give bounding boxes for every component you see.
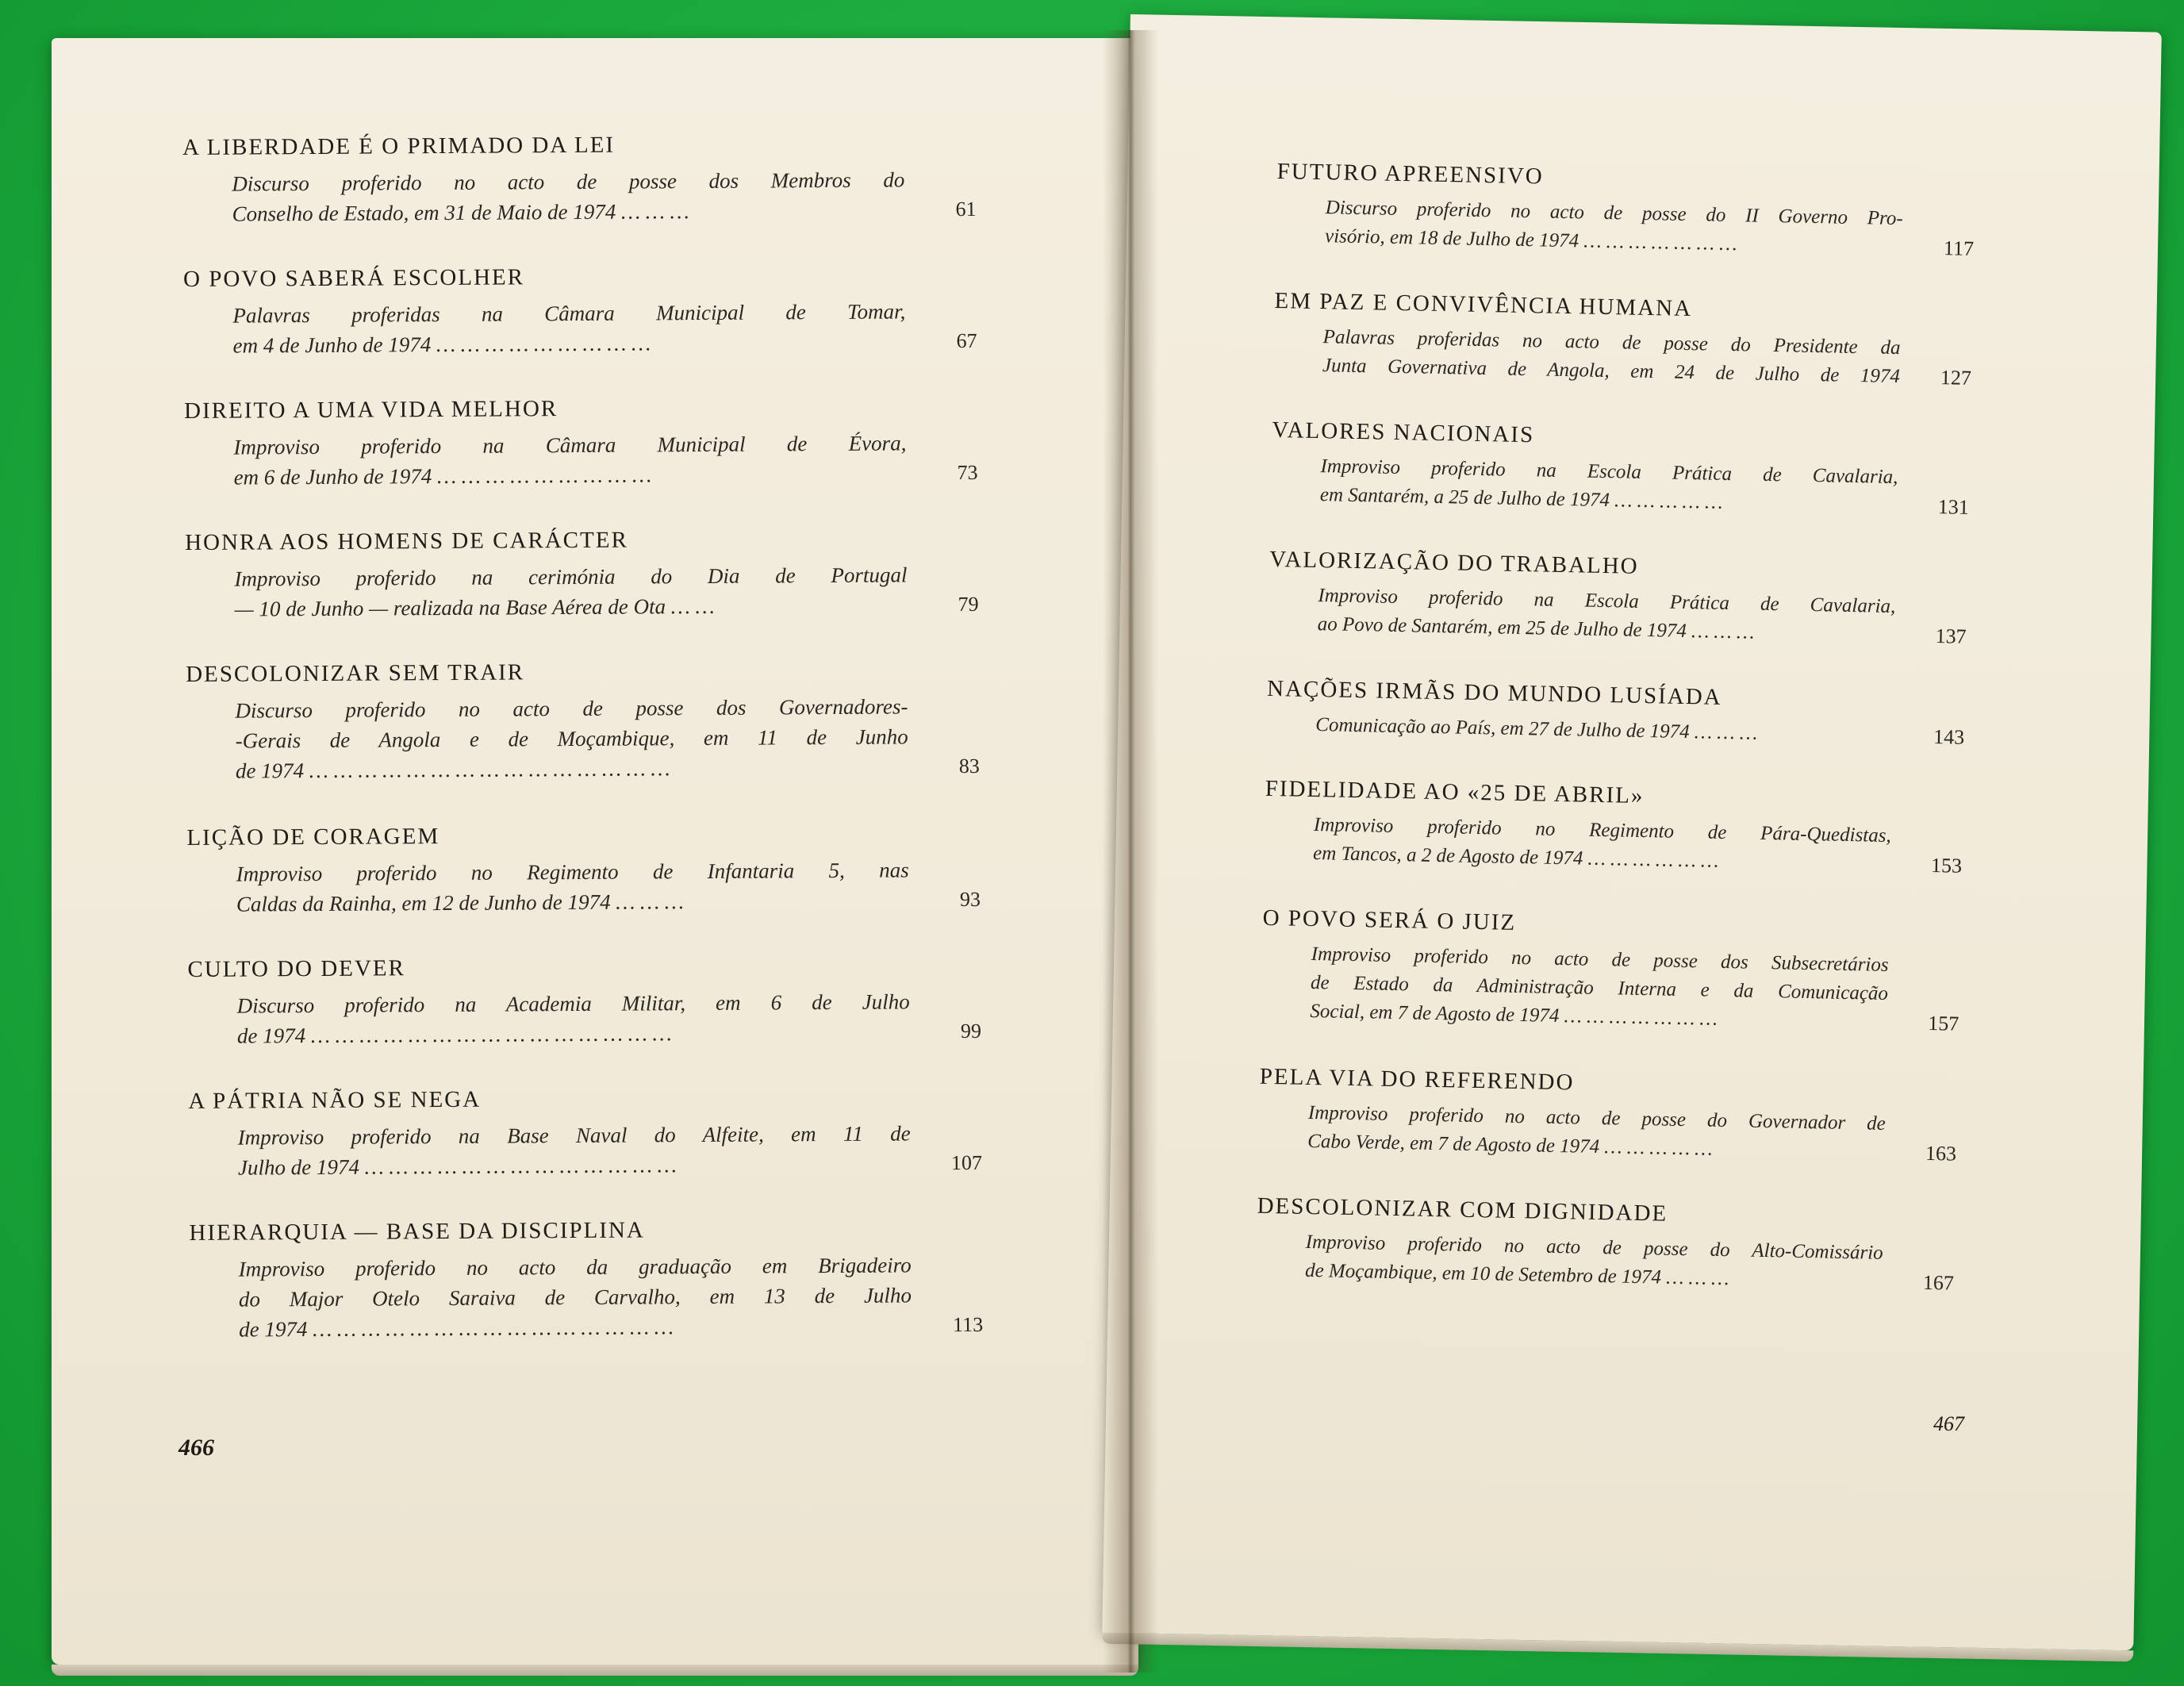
toc-entry — [1268, 547, 1967, 659]
page-number: 127 — [1940, 366, 1972, 390]
desc-line: em 6 de Junho de 1974 … … … … … … … … … — [233, 463, 652, 490]
page-number: 107 — [950, 1150, 983, 1175]
entry-title: CULTO DO DEVER — [187, 955, 406, 982]
page-number: 67 — [956, 328, 977, 353]
page-number: 73 — [957, 460, 978, 485]
toc-entry — [1264, 776, 1963, 889]
desc-line: do Major Otelo Saraiva de Carvalho, em 13 de Julho — [238, 1283, 912, 1312]
entry-title: VALORIZAÇÃO DO TRABALHO — [1269, 546, 1639, 579]
page-number: 79 — [958, 592, 979, 616]
entry-title: DIREITO A UMA VIDA MELHOR — [184, 396, 558, 424]
page-number: 167 — [1922, 1270, 1955, 1295]
desc-line: Social, em 7 de Agosto de 1974 … … … … … … … — [1310, 1000, 1718, 1030]
desc-line: em 4 de Junho de 1974 … … … … … … … … … — [232, 331, 651, 358]
desc-line: Improviso proferido na Escola Prática de Cavalaria, — [1320, 455, 1898, 489]
entry-description — [1313, 811, 1963, 881]
entry-description — [233, 428, 977, 493]
toc-entry — [1272, 288, 1972, 401]
page-number: 137 — [1935, 624, 1967, 648]
entry-title: LIÇÃO DE CORAGEM — [186, 824, 440, 851]
desc-line: de Estado da Administração Interna e da Comunicação — [1310, 972, 1889, 1004]
desc-line: de 1974 … … … … … … … … … … … … … … … — [235, 756, 670, 783]
desc-line: de Moçambique, em 10 de Setembro de 1974 … … … — [1304, 1259, 1729, 1290]
desc-line: Discurso proferido no acto de posse dos Governadores- — [235, 694, 908, 723]
desc-line: Improviso proferido na Escola Prática de Cavalaria, — [1318, 585, 1896, 618]
entry-description — [1317, 582, 1967, 651]
entry-description — [1305, 1228, 1955, 1298]
entry-title: A PÁTRIA NÃO SE NEGA — [188, 1086, 482, 1114]
entry-description — [232, 164, 976, 229]
desc-line: Palavras proferidas na Câmara Municipal de Tomar, — [232, 299, 906, 328]
entry-description — [234, 559, 978, 624]
entry-title: FUTURO APREENSIVO — [1276, 159, 1545, 190]
desc-line: Cabo Verde, em 7 de Agosto de 1974 … … … … … — [1307, 1130, 1713, 1160]
toc-entry — [182, 130, 977, 236]
desc-line: Caldas da Rainha, em 12 de Junho de 1974 … … … — [236, 889, 684, 916]
desc-line: Improviso proferido na cerimónia do Dia de Portugal — [234, 563, 908, 591]
desc-line: Julho de 1974 … … … … … … … … … … … … … — [237, 1153, 677, 1180]
desc-line: em Santarém, a 25 de Julho de 1974 … … … … … — [1319, 484, 1723, 513]
toc-entry — [1266, 676, 1966, 759]
desc-line: ao Povo de Santarém, em 25 de Julho de 1974 … … … — [1317, 613, 1755, 643]
left-toc — [182, 130, 984, 1384]
desc-line: Improviso proferido na Base Naval do Alfeite, em 11 de — [237, 1121, 911, 1150]
page-number: 61 — [955, 197, 977, 221]
entry-description — [1307, 1099, 1957, 1169]
entry-description — [239, 1250, 984, 1345]
entry-description — [1310, 940, 1960, 1039]
desc-line: Junta Governativa de Angola, em 24 de Julho de 1974 — [1322, 355, 1901, 388]
desc-line: Improviso proferido no acto de posse dos Subsecretários — [1311, 943, 1889, 976]
desc-line: Conselho de Estado, em 31 de Maio de 1974 … … … — [232, 199, 689, 226]
page-number: 93 — [959, 887, 981, 912]
toc-entry — [188, 1084, 982, 1190]
entry-title: DESCOLONIZAR COM DIGNIDADE — [1257, 1192, 1668, 1227]
desc-line: Discurso proferido no acto de posse do II Governo Pro- — [1325, 197, 1903, 230]
toc-entry — [1261, 905, 1961, 1047]
entry-title: NAÇÕES IRMÃS DO MUNDO LUSÍADA — [1266, 675, 1722, 710]
desc-line: Comunicação ao País, em 27 de Julho de 1974 … … … — [1315, 714, 1758, 744]
entry-title: O POVO SABERÁ ESCOLHER — [183, 264, 525, 292]
entry-title: A LIBERDADE É O PRIMADO DA LEI — [182, 132, 616, 160]
desc-line: Improviso proferido na Câmara Municipal de Évora, — [233, 431, 907, 459]
desc-line: Palavras proferidas no acto de posse do Presidente da — [1322, 326, 1901, 359]
toc-entry — [185, 525, 979, 632]
toc-entry — [1256, 1193, 1956, 1306]
desc-line: Discurso proferido na Academia Militar, em 6 de Julho — [236, 989, 910, 1018]
desc-line: Improviso proferido no acto de posse do Alto-Comissário — [1305, 1231, 1883, 1264]
entry-description — [235, 691, 980, 786]
toc-entry — [1270, 417, 1970, 530]
page-number: 153 — [1930, 853, 1963, 878]
entry-description — [237, 986, 981, 1051]
entry-description — [1325, 194, 1975, 263]
page-number: 163 — [1925, 1141, 1957, 1166]
entry-description — [1322, 323, 1972, 393]
desc-line: Improviso proferido no acto da graduação em Brigadeiro — [238, 1253, 912, 1281]
page-number: 117 — [1943, 236, 1975, 260]
toc-entry — [189, 1216, 983, 1354]
entry-title: VALORES NACIONAIS — [1272, 417, 1535, 448]
page-number: 131 — [1937, 495, 1970, 519]
toc-entry — [1258, 1064, 1958, 1177]
entry-title: DESCOLONIZAR SEM TRAIR — [186, 659, 525, 687]
desc-line: em Tancos, a 2 de Agosto de 1974 … … … … … … — [1312, 843, 1719, 872]
entry-title: O POVO SERÁ O JUIZ — [1262, 904, 1517, 935]
folio-right: 467 — [1933, 1412, 1964, 1435]
folio-left: 466 — [178, 1434, 214, 1461]
page-number: 83 — [958, 754, 980, 778]
desc-line: Improviso proferido no acto de posse do Governador de — [1307, 1101, 1887, 1135]
desc-line: Improviso proferido no Regimento de Pára-Quedistas, — [1313, 814, 1892, 847]
entry-description — [1315, 711, 1965, 752]
entry-description — [236, 855, 981, 920]
page-number: 99 — [960, 1019, 982, 1043]
entry-title: PELA VIA DO REFERENDO — [1259, 1063, 1575, 1096]
entry-description — [238, 1118, 982, 1183]
entry-title: HIERARQUIA — BASE DA DISCIPLINA — [189, 1217, 645, 1246]
desc-line: -Gerais de Angola e de Moçambique, em 11 de Junho — [235, 724, 908, 753]
entry-title: FIDELIDADE AO «25 DE ABRIL» — [1265, 775, 1645, 809]
page-number: 113 — [953, 1312, 984, 1337]
right-page-edge — [1102, 1633, 2133, 1662]
desc-line: visório, em 18 de Julho de 1974 … … … … … … … — [1324, 225, 1737, 255]
desc-line: de 1974 … … … … … … … … … … … … … … … — [239, 1315, 674, 1342]
entry-description — [1320, 452, 1970, 522]
entry-title: EM PAZ E CONVIVÊNCIA HUMANA — [1274, 287, 1693, 322]
toc-entry — [184, 394, 978, 500]
toc-entry — [186, 820, 981, 927]
toc-entry — [1276, 159, 1975, 271]
left-page-edge — [52, 1665, 1138, 1676]
toc-entry — [187, 952, 981, 1058]
entry-description — [232, 296, 977, 361]
page-number: 143 — [1933, 725, 1965, 749]
desc-line: de 1974 … … … … … … … … … … … … … … … — [236, 1021, 672, 1048]
toc-entry — [186, 657, 980, 795]
desc-line: Discurso proferido no acto de posse dos Membros do — [232, 167, 905, 196]
right-toc — [1255, 159, 1975, 1336]
toc-entry — [183, 262, 977, 368]
desc-line: — 10 de Junho — realizada na Base Aérea de Ota … … — [234, 593, 715, 621]
desc-line: Improviso proferido no Regimento de Infantaria 5, nas — [236, 858, 909, 886]
page-number: 157 — [1927, 1011, 1959, 1035]
entry-title: HONRA AOS HOMENS DE CARÁCTER — [185, 527, 628, 555]
